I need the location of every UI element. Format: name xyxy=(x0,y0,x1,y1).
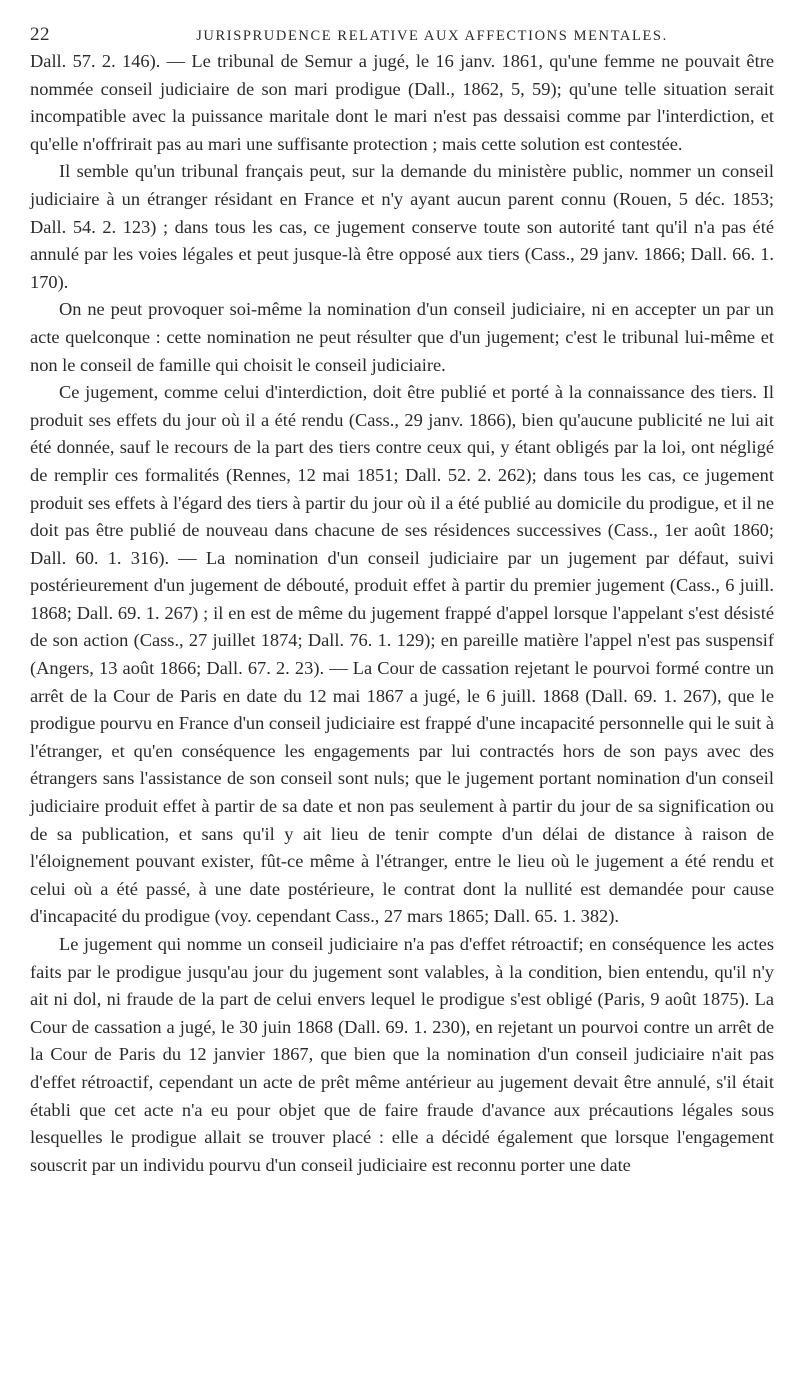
page-header xyxy=(30,14,774,48)
running-head: JURISPRUDENCE RELATIVE AUX AFFECTIONS MENTALES. xyxy=(196,28,668,44)
page-number: 22 xyxy=(30,24,50,45)
paragraph-2: Il semble qu'un tribunal français peut, sur la demande du ministère public, nommer un conseil judiciaire à un étranger résidant en France et n'y ayant aucun parent connu (Rouen, 5 déc. 1853; Dall. 54. 2. 123) ; dans tous les cas, ce jugement conserve toute son autorité tant qu'il n'a pas été annulé par les voies légales et peut jusque-là être opposé aux tiers (Cass., 29 janv. 1866; Dall. 66. 1. 170). xyxy=(30,161,774,292)
paragraph-3: On ne peut provoquer soi-même la nomination d'un conseil judiciaire, ni en accepter un par un acte quelconque : cette nomination ne peut résulter que d'un jugement; c'est le tribunal lui-même et non le conseil de famille qui choisit le conseil judiciaire. xyxy=(30,299,774,375)
paragraph-1: Dall. 57. 2. 146). — Le tribunal de Semur a jugé, le 16 janv. 1861, qu'une femme ne pouvait être nommée conseil judiciaire de son mari prodigue (Dall., 1862, 5, 59); qu'une telle situation serait incompatible avec la puissance maritale dont le mari n'est pas dessaisi comme par l'interdiction, et qu'elle n'offrirait pas au mari une suffisante protection ; mais cette solution est contestée. xyxy=(30,51,774,154)
paragraph-5: Le jugement qui nomme un conseil judiciaire n'a pas d'effet rétroactif; en conséquence les actes faits par le prodigue jusqu'au jour du jugement sont valables, à la condition, bien entendu, qu'il n'y ait ni dol, ni fraude de la part de celui envers lequel le prodigue s'est obligé (Paris, 9 août 1875). La Cour de cassation a jugé, le 30 juin 1868 (Dall. 69. 1. 230), en rejetant un pourvoi contre un arrêt de la Cour de Paris du 12 janvier 1867, que bien que la nomination d'un conseil judiciaire n'ait pas d'effet rétroactif, cependant un acte de prêt même antérieur au jugement devait être annulé, s'il était établi que cet acte n'a eu pour objet que de faire fraude d'avance aux précautions légales sous lesquelles le prodigue allait se trouver placé : elle a décidé également que lorsque l'engagement souscrit par un individu pourvu d'un conseil judiciaire est reconnu porter une date xyxy=(30,934,774,1175)
paragraph-4: Ce jugement, comme celui d'interdiction, doit être publié et porté à la connaissance des tiers. Il produit ses effets du jour où il a été rendu (Cass., 29 janv. 1866), bien qu'aucune publicité ne lui ait été donnée, sauf le recours de la part des tiers contre ceux qui, y étant obligés par la loi, ont négligé de remplir ces formalités (Rennes, 12 mai 1851; Dall. 52. 2. 262); dans tous les cas, ce jugement produit ses effets à l'égard des tiers à partir du jour où il a été publié au domicile du prodigue, et il ne doit pas être publié de nouveau dans chacune de ses résidences successives (Cass., 1er août 1860; Dall. 60. 1. 316). — La nomination d'un conseil judiciaire par un jugement par défaut, suivi postérieurement d'un jugement de débouté, produit effet à partir du premier jugement (Cass., 6 juill. 1868; Dall. 69. 1. 267) ; il en est de même du jugement frappé d'appel lorsque l'appelant s'est désisté de son action (Cass., 27 juillet 1874; Dall. 76. 1. 129); en pareille matière l'appel n'est pas suspensif (Angers, 13 août 1866; Dall. 67. 2. 23). — La Cour de cassation rejetant le pourvoi formé contre un arrêt de la Cour de Paris en date du 12 mai 1867 a jugé, le 6 juill. 1868 (Dall. 69. 1. 267), que le prodigue pourvu en France d'un conseil judiciaire est frappé d'une incapacité personnelle qui le suit à l'étranger, et qu'en conséquence les engagements par lui contractés hors de son pays avec des étrangers sans l'assistance de son conseil sont nuls; que le jugement portant nomination d'un conseil judiciaire produit effet à partir de sa date et non pas seulement à partir du jour de sa signification ou de sa publication, et sans qu'il y ait lieu de tenir compte d'un délai de distance à raison de l'éloignement pouvant exister, fût-ce même à l'étranger, entre le lieu où le jugement a été rendu et celui où a été passé, à une date postérieure, le contrat dont la nullité est demandée pour cause d'incapacité du prodigue (voy. cependant Cass., 27 mars 1865; Dall. 65. 1. 382). xyxy=(30,382,774,927)
body-text xyxy=(30,48,774,1179)
